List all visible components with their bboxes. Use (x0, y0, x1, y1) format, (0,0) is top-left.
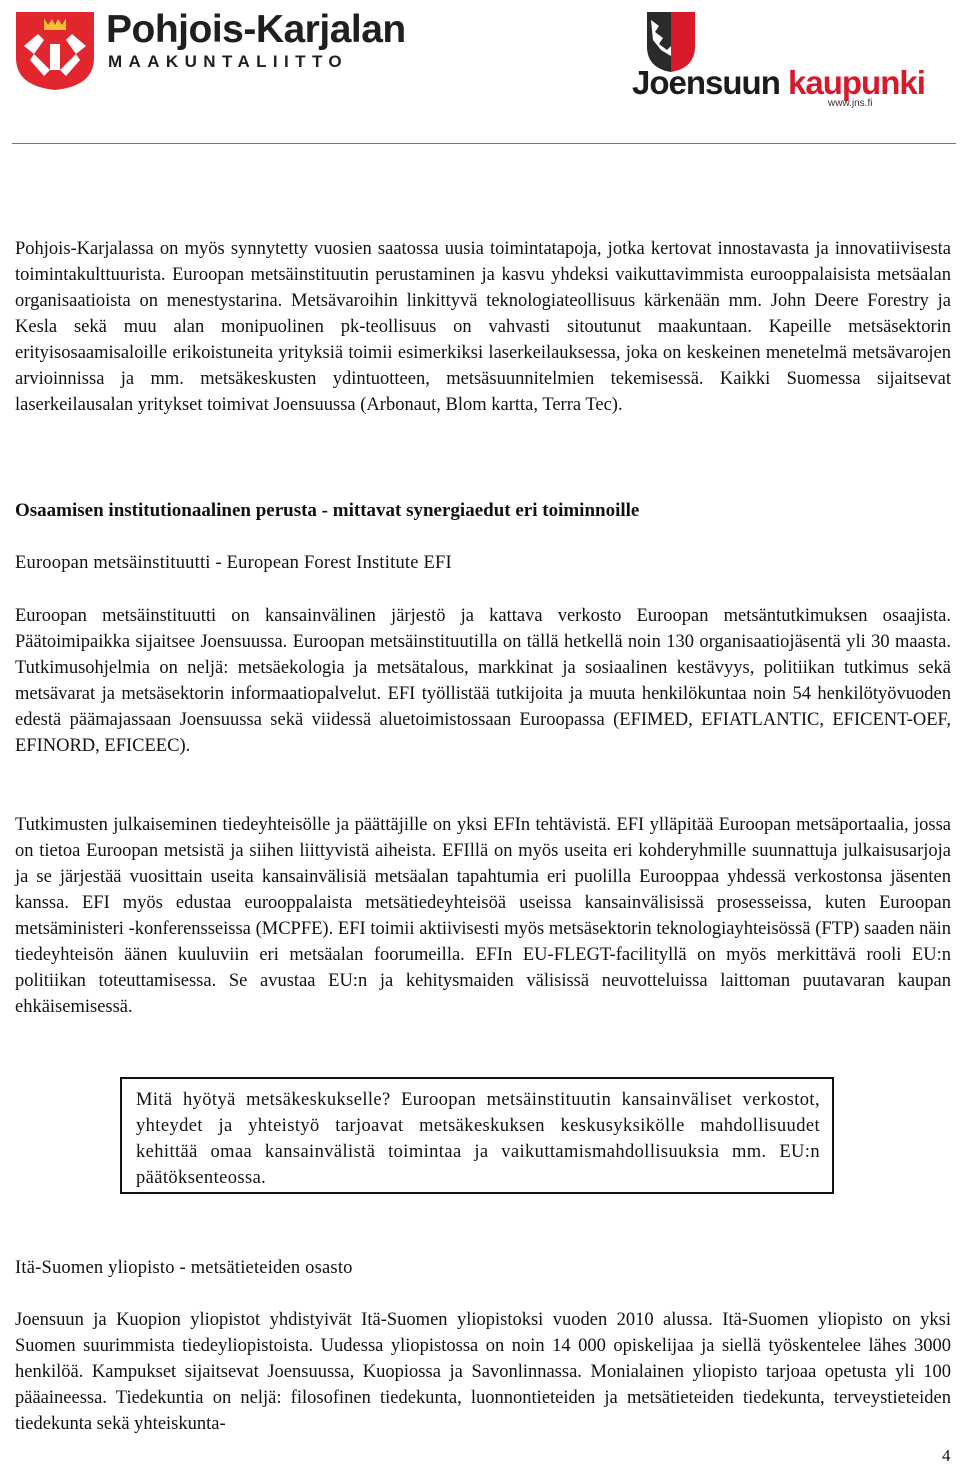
efi-paragraph-2: Tutkimusten julkaiseminen tiedeyhteisölle ja päättäjille on yksi EFIn tehtävistä. EFI ylläpitää Euroopan metsäportaalia, jossa on tietoa Euroopan metsistä ja siihen liittyvistä aiheista. EFIllä on myös useita eri kohderyhmille suunnattuja julkaisusarjoja ja se järjestää vuosittain useita kansainvälisiä metsäalan tapahtumia eri puolilla Eurooppaa yhdessä verkostonsa jäsenten kanssa. EFI myös edustaa eurooppalaista metsätiedeyhteisöä useissa kansainvälisissä prosesseissa, kuten Euroopan metsäministeri -konferensseissa (MCPFE). EFI toimii aktiivisesti myös metsäsektorin teknologiayhteisössä (FTP) saaden näin tiedeyhteisön äänen kuuluviin eri metsäalan foorumeilla. EFIn EU-FLEGT-facilityllä on myös merkittävä rooli EU:n politiikan toteuttamisessa. Se avustaa EU:n ja kehitysmaiden välisissä neuvotteluissa laittoman puutavaran kaupan ehkäisemisessä. (15, 815, 951, 1017)
header-divider (12, 143, 956, 144)
joensuun-kaupunki-logo-title (632, 64, 925, 102)
highlight-box (120, 1077, 834, 1194)
logo-word-joensuun: Joensuun (632, 64, 780, 101)
pohjois-karjalan-logo-title: Pohjois-Karjalan (106, 8, 406, 51)
logo-word-kaupunki: kaupunki (788, 64, 925, 101)
section-heading: Osaamisen institutionaalinen perusta - mittavat synergiaedut eri toiminnoille (15, 500, 640, 521)
page-header (0, 0, 960, 146)
highlight-box-text: Mitä hyötyä metsäkeskukselle? Euroopan metsäinstituutin kansainväliset verkostot, yhteydet ja yhteistyö tarjoavat metsäkeskuksen keskusyksikölle mahdollisuudet kehittää omaa kansainvälistä toimintaa ja vaikuttamismahdollisuuksia mm. EU:n päätöksenteossa. (136, 1090, 820, 1188)
intro-paragraph: Pohjois-Karjalassa on myös synnytetty vuosien saatossa uusia toimintatapoja, jotka kertovat innostavasta ja innovatiivisesta toimintakulttuurista. Euroopan metsäinstituutin perustaminen ja kasvu yhdeksi vaikuttavimmista eurooppalaisista metsäalan organisaatioista on menestystarina. Metsävaroihin linkittyvä teknologiateollisuus kärkenään mm. John Deere Forestry ja Kesla sekä muu alan monipuolinen pk-teollisuus on vahvasti sitoutunut maakuntaan. Kapeille metsäsektorin erityisosaamisaloille erikoistuneita yrityksiä toimii esimerkiksi laserkeilauksessa, joka on keskeinen menetelmä metsävarojen arvioinnissa ja mm. metsäkeskusten ydintuotteen, metsäsuunnitelmien tekemisessä. Kaikki Suomessa sijaitsevat laserkeilausalan yritykset toimivat Joensuussa (Arbonaut, Blom kartta, Terra Tec). (15, 239, 951, 415)
uef-paragraph: Joensuun ja Kuopion yliopistot yhdistyivät Itä-Suomen yliopistoksi vuoden 2010 alussa. Itä-Suomen yliopisto on yksi Suomen suurimmista tiedeyliopistoista. Uudessa yliopistossa on noin 14 000 opiskelijaa ja siellä työskentelee lähes 3000 henkilöä. Kampukset sijaitsevat Joensuussa, Kuopiossa ja Savonlinnassa. Monialainen yliopisto tarjoaa opetusta yli 100 pääaineessa. Tiedekuntia on neljä: filosofinen tiedekunta, luonnontieteiden ja metsätieteiden tiedekunta, terveystieteiden tiedekunta sekä yhteiskunta- (15, 1310, 951, 1434)
efi-paragraph-1: Euroopan metsäinstituutti on kansainvälinen järjestö ja kattava verkosto Euroopan metsäntutkimuksen osaajista. Päätoimipaikka sijaitsee Joensuussa. Euroopan metsäinstituutilla on tällä hetkellä noin 130 organisaatiojäsentä yli 30 maasta. Tutkimusohjelmia on neljä: metsäekologia ja metsätalous, markkinat ja sosiaalinen kestävyys, politiikan tutkimus sekä metsävarat ja metsäsektorin informaatiopalvelut. EFI työllistää tutkijoita ja muuta henkilökuntaa noin 54 henkilötyövuoden edestä päämajassaan Joensuussa sekä viidessä aluetoimistossaan Euroopassa (EFIMED, EFIATLANTIC, EFICENT-OEF, EFINORD, EFICEEC). (15, 606, 951, 756)
logo-url: www.jns.fi (828, 98, 873, 109)
maakuntaliitto-logo-subtitle: MAAKUNTALIITTO (108, 52, 349, 71)
pohjois-karjala-coat-of-arms-logo (14, 10, 96, 92)
uef-heading: Itä-Suomen yliopisto - metsätieteiden osasto (15, 1258, 353, 1278)
page-number: 4 (942, 1446, 951, 1465)
efi-heading: Euroopan metsäinstituutti - European Forest Institute EFI (15, 553, 452, 573)
